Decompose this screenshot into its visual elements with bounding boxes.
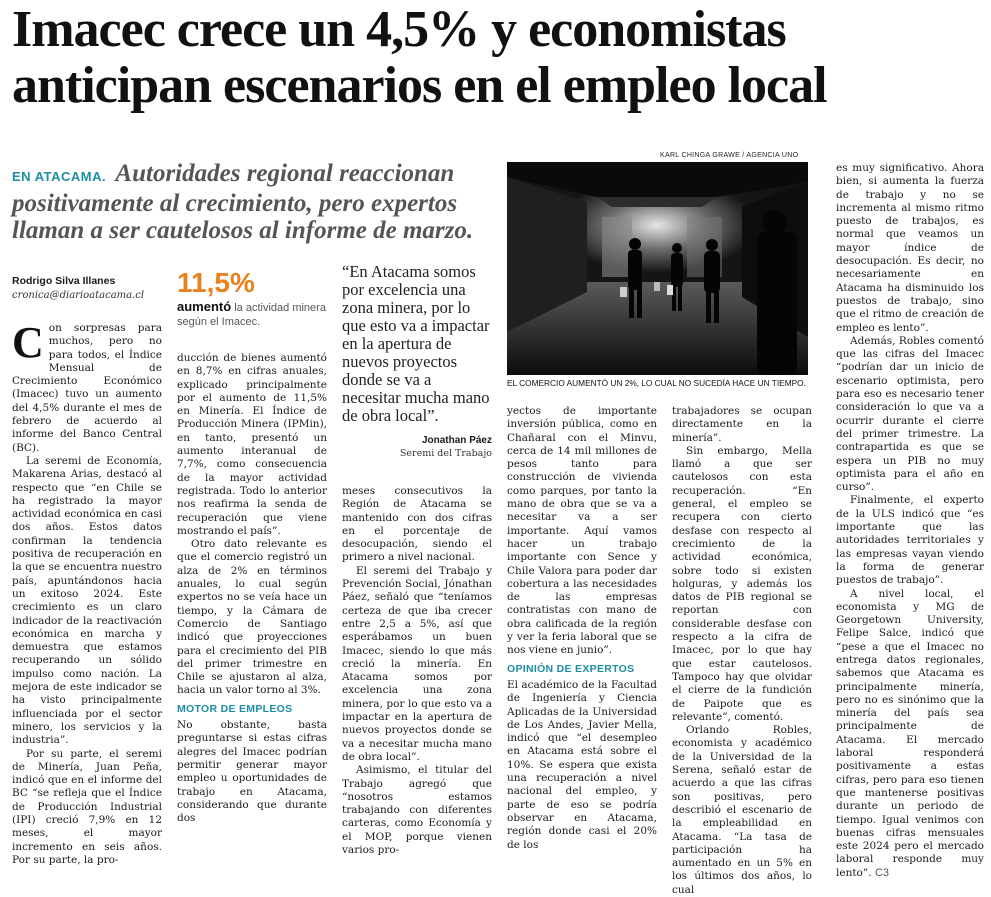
byline-email: cronica@diarioatacama.cl bbox=[12, 290, 145, 301]
deck bbox=[12, 160, 490, 244]
paragraph: ducción de bienes aumentó en 8,7% en cifras anuales, explicado principalmente por el aumento de 11,5% en Minería. El Índice de Producción Minera (IPMin), en tanto, presentó un aumento interanual de 7,7%, como consecuencia de la mayor actividad registrada. Todo lo anterior nos reafirma la senda de recuperación que viene mostrando el país”. bbox=[177, 352, 327, 537]
mall-corridor-photo bbox=[507, 162, 808, 375]
paragraph: El académico de la Facultad de Ingeniería y Ciencia Aplicadas de la Universidad de Los Andes, Javier Mella, indicó que “el desempleo en Atacama está sobre el 10%. Se espera que exista una recuperación a nivel nacional del empleo, y parte de eso se podría observar en Atacama, región donde casi el 20% de los bbox=[507, 678, 657, 851]
pull-quote bbox=[342, 263, 492, 459]
paragraph: El seremi del Trabajo y Prevención Social, Jónathan Páez, señaló que “teníamos certeza de que iba crecer entre 2,5 a 5%, así que esperábamos un buen Imacec, siendo lo que más creció la minería. En Atacama somos por excelencia una zona minera, por lo que esto va a impactar en la apertura de nuevos proyectos donde se va a necesitar mucha mano de obra local”. bbox=[342, 564, 492, 763]
paragraph: es muy significativo. Ahora bien, si aumenta la fuerza de trabajo y no se incrementa al mismo ritmo puesto de trabajos, es normal que veamos un mayor índice de desocupación. Es decir, no necesariamente en Atacama ha disminuido los puestos de trabajo, sino que el ritmo de creación de empleo es lento”. bbox=[836, 162, 984, 334]
paragraph: trabajadores se ocupan directamente en la minería”. bbox=[672, 405, 812, 444]
paragraph: Además, Robles comentó que las cifras del Imacec “podrían dar un inicio de escenario optimista, pero para eso es necesario tener consideración lo que va a ocurrir durante el cierre del primer trimestre. La contrapartida es que se espera un PIB no muy optimista para el año en curso”. bbox=[836, 334, 984, 494]
pull-quote-text: “En Atacama somos por excelencia una zona minera, por lo que esto va a impactar en la apertura de nuevos proyectos donde se va a necesitar mucha mano de obra local”. bbox=[342, 262, 490, 425]
paragraph: meses consecutivos la Región de Atacama se mantenido con dos cifras en el porcentaje de desocupación, siendo el primero a nivel nacional. bbox=[342, 485, 492, 564]
paragraph-text: on sorpresas para muchos, pero no para todos, el Índice Mensual de Crecimiento Económico (Imacec) tuvo un aumento del 4,5% durante el mes de febrero de acuerdo al informe del Banco Central (BC). bbox=[12, 322, 162, 454]
column-1 bbox=[12, 318, 162, 867]
paragraph: La seremi de Economía, Makarena Arias, destacó al respecto que “en Chile se ha registrado la mayor actividad económica en casi dos años. Estos datos confirman la tendencia positiva de recuperación en la que se encuentra nuestro país, apuntándonos hacia un exitoso 2024. Este crecimiento es un claro indicador de la reactivación económica en marcha y demuestra que estamos recuperando un sólido impulso como nación. La mejora de este indicador se ha visto principalmente influenciada por el sector minero, los servicios y la industria”. bbox=[12, 454, 162, 747]
paragraph: Por su parte, el seremi de Minería, Juan Peña, indicó que en el informe del BC “se refleja que el Índice de Producción Industrial (IPI) creció 7,9% en 12 meses, el mayor incremento en seis años. Por su parte, la pro- bbox=[12, 747, 162, 866]
paragraph bbox=[836, 588, 984, 881]
news-photo bbox=[507, 162, 808, 375]
pull-quote-role: Seremi del Trabajo bbox=[399, 448, 492, 459]
stat-number: 11,5% bbox=[177, 267, 255, 298]
paragraph: Sin embargo, Mella llamó a que ser cautelosos con esta recuperación. “En general, el empleo se recupera con cierto desfase con respecto al crecimiento de la actividad económica, sobre todo si existen holguras, y además los datos de PIB regional se reportan con considerable desfase con respecto a la cifra de Imacec, por lo que hay que estar cautelosos. Tampoco hay que olvidar el cierre de la fundición de Paipote que es relevante”, comentó. bbox=[672, 444, 812, 723]
stat-text bbox=[177, 300, 327, 329]
paragraph bbox=[12, 318, 162, 455]
section-heading-motor: MOTOR DE EMPLEOS bbox=[177, 702, 293, 715]
paragraph: Asimismo, el titular del Trabajo agregó que “nosotros estamos trabajando con diferentes carteras, como Economía y el MOP, porque vienen varios pro- bbox=[342, 764, 492, 857]
column-4 bbox=[507, 405, 657, 852]
paragraph: Orlando Robles, economista y académico de la Universidad de la Serena, señaló estar de acuerdo a que las cifras son positivas, pero describió el escenario de la empleabilidad en Atacama. “La tasa de participación ha aumentado en un 5% en los últimos dos años, lo cual bbox=[672, 724, 812, 896]
headline-line-1: Imacec crece un 4,5% y economistas bbox=[12, 1, 786, 58]
deck-text: Autoridades regional reaccionan positivamente al crecimiento, pero expertos llaman a ser cautelosos al informe de marzo. bbox=[12, 160, 474, 244]
paragraph: yectos de importante inversión pública, como en Chañaral con el Minvu, cerca de 14 mil millones de pesos tanto para construcción de vivienda como parques, por tanto la mano de obra que se va a necesitar va a ser importante. Aquí vamos hacer un trabajo importante con Sence y Chile Valora para poder dar cobertura a las necesidades de las empresas contratistas con mano de obra calificada de la región y ver la feria laboral que se nos viene en junio”. bbox=[507, 405, 657, 657]
section-heading-opinion: OPINIÓN DE EXPERTOS bbox=[507, 662, 635, 675]
photo-credit: KARL CHINGA GRAWE / AGENCIA UNO bbox=[660, 152, 799, 159]
end-mark: C3 bbox=[874, 866, 889, 879]
column-3 bbox=[342, 485, 492, 857]
drop-cap: C bbox=[12, 318, 44, 367]
paragraph: Otro dato relevante es que el comercio registró un alza de 2% en términos anuales, lo cual según expertos no se veía hace un tiempo, y la Cámara de Comercio de Santiago indicó que proyecciones para el crecimiento del PIB del primer trimestre en Chile se ajustaron al alza, hacia un valor torno al 3%. bbox=[177, 538, 327, 697]
stat-strong: aumentó bbox=[177, 299, 232, 314]
headline bbox=[12, 2, 987, 114]
paragraph-text: A nivel local, el economista y MG de Georgetown University, Felipe Salce, indicó que “pese a que el Imacec no entrega datos regionales, sabemos que Atacama es principalmente minería, pero no es sinónimo que la minería del país sea principalmente de Atacama. El mercado laboral responderá positivamente a estas cifras, pero para eso tienen que mantenerse positivas durante un periodo de tiempo. Igual venimos con buenas cifras mensuales este 2024 pero el mercado laboral responde muy lento”. bbox=[836, 587, 984, 879]
deck-kicker: EN ATACAMA. bbox=[12, 169, 107, 184]
stat-rest: la actividad minera según el Imacec. bbox=[177, 302, 326, 328]
paragraph: Finalmente, el experto de la ULS indicó que “es importante que las autoridades territoriales y las empresas vayan viendo la forma de generar puestos de trabajo”. bbox=[836, 494, 984, 587]
stat-box bbox=[177, 268, 327, 329]
column-6 bbox=[836, 162, 984, 880]
pull-quote-name: Jonathan Páez bbox=[421, 435, 492, 446]
column-2 bbox=[177, 352, 327, 825]
byline bbox=[12, 275, 172, 301]
photo-caption: EL COMERCIO AUMENTÓ UN 2%, LO CUAL NO SUCEDÍA HACE UN TIEMPO. bbox=[507, 378, 806, 388]
headline-line-2: anticipan escenarios en el empleo local bbox=[12, 57, 827, 114]
paragraph: No obstante, basta preguntarse si estas cifras alegres del Imacec podrían permitir generar mayor empleo u oportunidades de trabajo en Atacama, considerando que durante dos bbox=[177, 719, 327, 825]
byline-author: Rodrigo Silva Illanes bbox=[12, 275, 116, 287]
column-5 bbox=[672, 405, 812, 897]
